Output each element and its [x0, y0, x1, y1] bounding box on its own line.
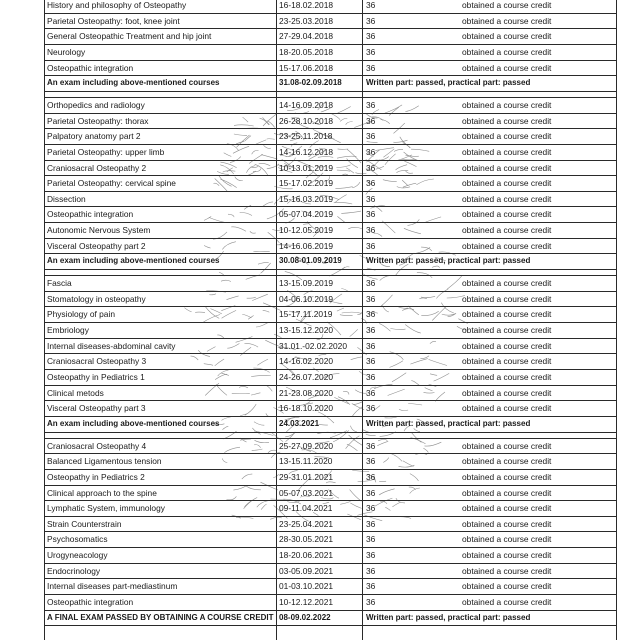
exam-dates: 31.08-02.09.2018	[279, 78, 342, 88]
course-dates: 23-25.03.2018	[279, 15, 334, 26]
course-dates: 21-23.08.2020	[279, 387, 334, 398]
course-hours: 36	[366, 356, 376, 367]
course-name: Psychosomatics	[47, 534, 108, 545]
course-name: Urogyneacology	[47, 550, 108, 561]
course-hours: 36	[366, 503, 376, 514]
course-hours: 36	[366, 162, 376, 173]
course-hours: 36	[366, 115, 376, 126]
table-row	[44, 563, 616, 579]
course-hours: 36	[366, 131, 376, 142]
course-result: obtained a course credit	[462, 178, 552, 189]
course-name: Visceral Osteopathy part 2	[47, 240, 146, 251]
table-row	[44, 0, 616, 13]
course-dates: 23-25.11.2018	[279, 131, 333, 142]
row-divider	[44, 547, 616, 548]
course-dates: 14-16.02.2020	[279, 356, 334, 367]
exam-result: Written part: passed, practical part: passed	[366, 78, 531, 88]
row-divider	[44, 453, 616, 454]
row-divider	[44, 531, 616, 532]
course-result: obtained a course credit	[462, 162, 552, 173]
course-dates: 16-18.10.2020	[279, 403, 334, 414]
course-name: Physiology of pain	[47, 309, 115, 320]
course-hours: 36	[366, 293, 376, 304]
row-divider	[44, 610, 616, 611]
course-hours: 36	[366, 440, 376, 451]
table-row	[44, 113, 616, 129]
course-hours: 36	[366, 550, 376, 561]
course-dates: 16-18.02.2018	[279, 0, 334, 10]
course-name: Clinical metods	[47, 387, 104, 398]
course-dates: 13-15.12.2020	[279, 325, 334, 335]
course-dates: 13-15.11.2020	[279, 456, 333, 467]
row-divider	[44, 222, 616, 223]
row-divider	[44, 97, 616, 98]
course-result: obtained a course credit	[462, 403, 552, 414]
row-divider	[44, 144, 616, 145]
course-dates: 05-07.03.2021	[279, 487, 334, 498]
table-row	[44, 175, 616, 191]
course-hours: 36	[366, 471, 376, 482]
course-dates: 14-16.09.2018	[279, 99, 334, 110]
course-result: obtained a course credit	[462, 115, 552, 126]
course-result: obtained a course credit	[462, 565, 552, 576]
course-result: obtained a course credit	[462, 209, 552, 220]
course-name: Osteopathic integration	[47, 209, 134, 220]
course-dates: 18-20.06.2021	[279, 550, 334, 561]
row-divider	[44, 60, 616, 61]
row-divider	[44, 291, 616, 292]
course-name: Craniosacral Osteopathy 4	[47, 440, 147, 451]
row-divider	[44, 369, 616, 370]
course-dates: 01-03.10.2021	[279, 581, 334, 592]
course-dates: 28-30.05.2021	[279, 534, 334, 545]
course-name: Osteopathy in Pediatrics 2	[47, 471, 145, 482]
row-divider	[44, 500, 616, 501]
row-divider	[44, 91, 616, 92]
table-row	[44, 13, 616, 29]
course-name: Visceral Osteopathy part 3	[47, 403, 146, 414]
table-row	[44, 128, 616, 144]
course-name: Parietal Osteopathy: upper limb	[47, 146, 165, 157]
table-row	[44, 385, 616, 401]
course-name: Orthopedics and radiology	[47, 99, 145, 110]
row-divider	[44, 238, 616, 239]
column-divider	[362, 0, 363, 640]
course-result: obtained a course credit	[462, 550, 552, 561]
table-row	[44, 547, 616, 563]
exam-label: An exam including above-mentioned courses	[47, 78, 220, 88]
course-dates: 03-05.09.2021	[279, 565, 334, 576]
exam-dates: 08-09.02.2022	[279, 612, 331, 622]
course-hours: 36	[366, 581, 376, 592]
course-name: Endocrinology	[47, 565, 101, 576]
row-divider	[44, 206, 616, 207]
course-result: obtained a course credit	[462, 278, 552, 289]
exam-dates: 30.08-01.09.2019	[279, 256, 342, 266]
row-divider	[44, 75, 616, 76]
course-hours: 36	[366, 62, 376, 73]
course-hours: 36	[366, 309, 376, 320]
table-row	[44, 469, 616, 485]
column-divider	[616, 0, 617, 640]
course-hours: 36	[366, 31, 376, 42]
course-result: obtained a course credit	[462, 387, 552, 398]
row-divider	[44, 432, 616, 433]
exam-label: An exam including above-mentioned courses	[47, 256, 220, 266]
course-name: Embriology	[47, 325, 89, 335]
course-hours: 36	[366, 487, 376, 498]
course-result: obtained a course credit	[462, 534, 552, 545]
course-name: General Osteopathic Treatment and hip joint	[47, 31, 212, 42]
row-divider	[44, 594, 616, 595]
table-row	[44, 353, 616, 369]
course-result: obtained a course credit	[462, 325, 552, 335]
course-hours: 36	[366, 278, 376, 289]
course-hours: 36	[366, 456, 376, 467]
course-result: obtained a course credit	[462, 340, 552, 351]
course-hours: 36	[366, 240, 376, 251]
exam-label: An exam including above-mentioned courses	[47, 418, 220, 428]
row-divider	[44, 175, 616, 176]
course-dates: 14-16.06.2019	[279, 240, 334, 251]
course-result: obtained a course credit	[462, 471, 552, 482]
course-name: Craniosacral Osteopathy 3	[47, 356, 147, 367]
course-hours: 36	[366, 99, 376, 110]
table-row	[44, 160, 616, 176]
row-divider	[44, 44, 616, 45]
course-result: obtained a course credit	[462, 0, 552, 10]
course-name: Craniosacral Osteopathy 2	[47, 162, 147, 173]
table-row	[44, 191, 616, 207]
table-row	[44, 438, 616, 454]
table-row	[44, 322, 616, 338]
row-divider	[44, 416, 616, 417]
course-hours: 36	[366, 565, 376, 576]
course-dates: 15-16.03.2019	[279, 193, 334, 204]
table-row	[44, 306, 616, 322]
table-row	[44, 338, 616, 354]
row-divider	[44, 322, 616, 323]
course-name: Parietal Osteopathy: foot, knee joint	[47, 15, 180, 26]
course-dates: 05-07.04.2019	[279, 209, 334, 220]
course-result: obtained a course credit	[462, 193, 552, 204]
row-divider	[44, 128, 616, 129]
course-dates: 15-17.06.2018	[279, 62, 334, 73]
row-divider	[44, 253, 616, 254]
exam-dates: 24.03.2021	[279, 418, 320, 428]
course-dates: 10-12.12.2021	[279, 597, 334, 608]
exam-result: Written part: passed, practical part: passed	[366, 418, 531, 428]
row-divider	[44, 485, 616, 486]
course-result: obtained a course credit	[462, 581, 552, 592]
table-row	[44, 28, 616, 44]
table-row	[44, 485, 616, 501]
column-divider	[276, 0, 277, 640]
course-hours: 36	[366, 178, 376, 189]
course-dates: 04-06.10.2019	[279, 293, 334, 304]
course-dates: 27-29.04.2018	[279, 31, 334, 42]
course-name: Osteopathic integration	[47, 597, 134, 608]
course-name: Parietal Osteopathy: cervical spine	[47, 178, 176, 189]
course-result: obtained a course credit	[462, 518, 552, 529]
course-dates: 09-11.04.2021	[279, 503, 333, 514]
course-name: Parietal Osteopathy: thorax	[47, 115, 149, 126]
table-row	[44, 238, 616, 254]
table-row	[44, 60, 616, 76]
course-result: obtained a course credit	[462, 487, 552, 498]
course-hours: 36	[366, 209, 376, 220]
course-result: obtained a course credit	[462, 15, 552, 26]
exam-label: A FINAL EXAM PASSED BY OBTAINING A COURSE CREDIT	[47, 612, 274, 622]
course-result: obtained a course credit	[462, 131, 552, 142]
course-dates: 15-17.02.2019	[279, 178, 334, 189]
row-divider	[44, 438, 616, 439]
course-dates: 25-27.09.2020	[279, 440, 334, 451]
exam-row	[44, 75, 616, 91]
course-name: Fascia	[47, 278, 72, 289]
course-name: Lymphatic System, immunology	[47, 503, 165, 514]
table-row	[44, 291, 616, 307]
course-hours: 36	[366, 325, 376, 335]
course-hours: 36	[366, 387, 376, 398]
course-result: obtained a course credit	[462, 146, 552, 157]
row-divider	[44, 191, 616, 192]
course-result: obtained a course credit	[462, 597, 552, 608]
course-result: obtained a course credit	[462, 293, 552, 304]
table-row	[44, 97, 616, 113]
course-result: obtained a course credit	[462, 240, 552, 251]
course-name: Osteopathy in Pediatrics 1	[47, 371, 145, 382]
course-result: obtained a course credit	[462, 440, 552, 451]
course-dates: 29-31.01.2021	[279, 471, 334, 482]
course-result: obtained a course credit	[462, 46, 552, 57]
course-dates: 14-16.12.2018	[279, 146, 334, 157]
course-dates: 10-13.01.2019	[279, 162, 334, 173]
course-dates: 18-20.05.2018	[279, 46, 334, 57]
course-hours: 36	[366, 225, 376, 236]
course-name: Balanced Ligamentous tension	[47, 456, 162, 467]
course-hours: 36	[366, 193, 376, 204]
exam-row	[44, 253, 616, 269]
exam-row	[44, 416, 616, 432]
course-hours: 36	[366, 340, 376, 351]
exam-result: Written part: passed, practical part: passed	[366, 612, 531, 622]
table-row	[44, 44, 616, 60]
row-divider	[44, 353, 616, 354]
course-name: Osteopathic integration	[47, 62, 134, 73]
course-result: obtained a course credit	[462, 371, 552, 382]
row-divider	[44, 338, 616, 339]
course-name: Strain Counterstrain	[47, 518, 122, 529]
table-row	[44, 400, 616, 416]
course-result: obtained a course credit	[462, 309, 552, 320]
column-divider	[44, 0, 45, 640]
course-result: obtained a course credit	[462, 225, 552, 236]
course-dates: 13-15.09.2019	[279, 278, 334, 289]
row-divider	[44, 563, 616, 564]
table-row	[44, 578, 616, 594]
course-result: obtained a course credit	[462, 99, 552, 110]
course-hours: 36	[366, 403, 376, 414]
table-row	[44, 144, 616, 160]
row-divider	[44, 113, 616, 114]
table-row	[44, 500, 616, 516]
row-divider	[44, 160, 616, 161]
row-divider	[44, 13, 616, 14]
exam-result: Written part: passed, practical part: passed	[366, 256, 531, 266]
exam-row	[44, 610, 616, 626]
course-name: Neurology	[47, 46, 86, 57]
table-row	[44, 275, 616, 291]
course-hours: 36	[366, 15, 376, 26]
row-divider	[44, 385, 616, 386]
table-row	[44, 531, 616, 547]
row-divider	[44, 275, 616, 276]
row-divider	[44, 625, 616, 626]
course-dates: 31.01.-02.02.2020	[279, 340, 347, 351]
row-divider	[44, 28, 616, 29]
course-dates: 10-12.05.2019	[279, 225, 334, 236]
course-result: obtained a course credit	[462, 503, 552, 514]
course-result: obtained a course credit	[462, 456, 552, 467]
row-divider	[44, 269, 616, 270]
row-divider	[44, 306, 616, 307]
course-hours: 36	[366, 534, 376, 545]
table-row	[44, 453, 616, 469]
course-dates: 24-26.07.2020	[279, 371, 334, 382]
table-row	[44, 369, 616, 385]
course-dates: 26-28.10.2018	[279, 115, 334, 126]
course-dates: 15-17.11.2019	[279, 309, 333, 320]
row-divider	[44, 578, 616, 579]
table-row	[44, 594, 616, 610]
row-divider	[44, 516, 616, 517]
course-hours: 36	[366, 146, 376, 157]
course-hours: 36	[366, 518, 376, 529]
course-name: Stomatology in osteopathy	[47, 293, 146, 304]
course-result: obtained a course credit	[462, 31, 552, 42]
table-row	[44, 222, 616, 238]
row-divider	[44, 400, 616, 401]
course-name: Dissection	[47, 193, 86, 204]
course-result: obtained a course credit	[462, 62, 552, 73]
course-name: Palpatory anatomy part 2	[47, 131, 141, 142]
course-name: Internal diseases part-mediastinum	[47, 581, 178, 592]
table-row	[44, 516, 616, 532]
course-hours: 36	[366, 597, 376, 608]
table-row	[44, 206, 616, 222]
course-name: Clinical approach to the spine	[47, 487, 157, 498]
course-name: Autonomic Nervous System	[47, 225, 151, 236]
course-result: obtained a course credit	[462, 356, 552, 367]
course-dates: 23-25.04.2021	[279, 518, 334, 529]
course-name: History and philosophy of Osteopathy	[47, 0, 187, 10]
course-name: Internal diseases-abdominal cavity	[47, 340, 176, 351]
row-divider	[44, 469, 616, 470]
course-hours: 36	[366, 0, 376, 10]
course-hours: 36	[366, 371, 376, 382]
course-hours: 36	[366, 46, 376, 57]
